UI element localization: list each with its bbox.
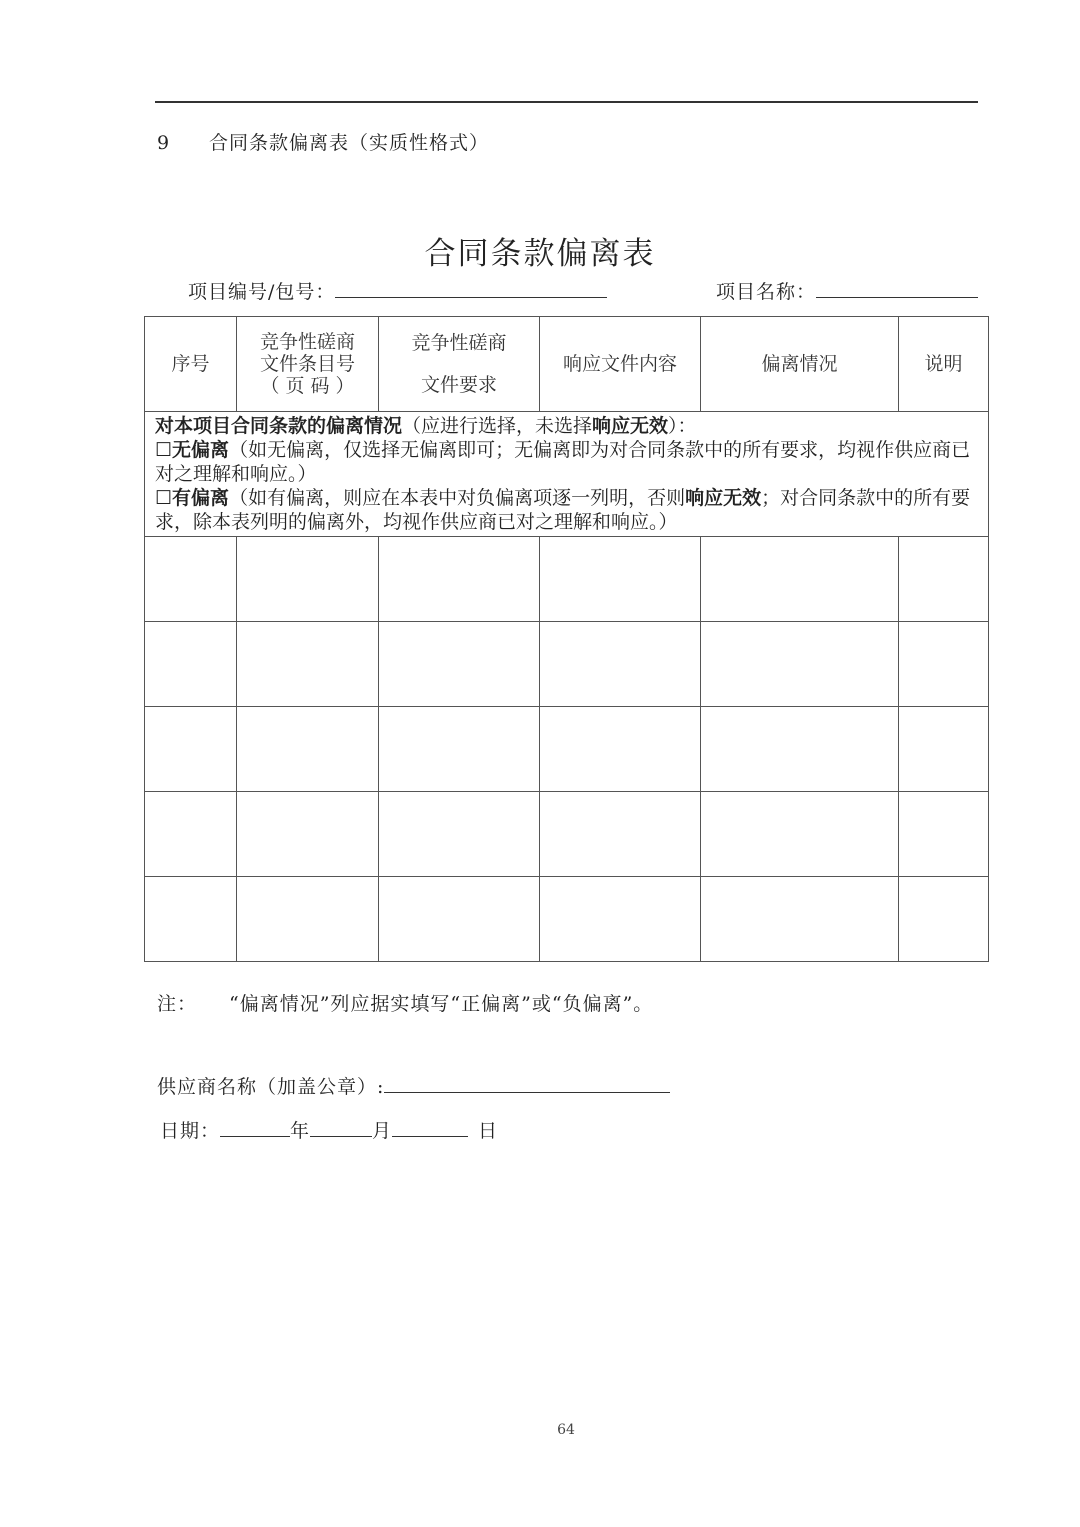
- document-title: 合同条款偏离表: [424, 236, 656, 272]
- date-month-blank[interactable]: [310, 1136, 372, 1137]
- cell-response[interactable]: [540, 707, 701, 792]
- cell-remark[interactable]: [899, 877, 989, 962]
- date-year-blank[interactable]: [220, 1136, 290, 1137]
- note-label: 注：: [157, 993, 198, 1015]
- cell-requirement[interactable]: [379, 537, 540, 622]
- cell-requirement[interactable]: [379, 622, 540, 707]
- cell-remark[interactable]: [899, 707, 989, 792]
- cell-seq[interactable]: [145, 622, 237, 707]
- table-row: [145, 792, 989, 877]
- cell-response[interactable]: [540, 792, 701, 877]
- cell-requirement[interactable]: [379, 877, 540, 962]
- header-clause-line3: （ 页 码 ）: [260, 375, 355, 397]
- cell-requirement[interactable]: [379, 707, 540, 792]
- notice-lead-end: ）：: [668, 415, 697, 437]
- table-row: [145, 622, 989, 707]
- header-clause-no: [237, 317, 379, 412]
- project-number-label: 项目编号/包号：: [188, 281, 336, 303]
- project-number-blank[interactable]: [335, 297, 607, 298]
- header-req-line1: 竞争性磋商: [411, 332, 507, 354]
- no-deviation-label: 无偏离: [172, 439, 230, 461]
- header-clause-line2: 文件条目号: [259, 353, 355, 375]
- cell-clause-no[interactable]: [237, 537, 379, 622]
- date-label: 日期：: [160, 1120, 221, 1142]
- date-year: 年: [290, 1120, 311, 1142]
- section-heading: [157, 128, 489, 155]
- notice-lead-invalid: 响应无效: [592, 415, 669, 437]
- footnote: [157, 989, 653, 1016]
- project-name-field: [716, 277, 978, 304]
- no-deviation-checkbox[interactable]: ☐: [155, 439, 173, 461]
- cell-remark[interactable]: [899, 792, 989, 877]
- cell-response[interactable]: [540, 537, 701, 622]
- supplier-field: [157, 1072, 670, 1099]
- date-day-blank[interactable]: [392, 1136, 468, 1137]
- project-name-label: 项目名称：: [716, 281, 817, 303]
- cell-clause-no[interactable]: [237, 792, 379, 877]
- option-no-deviation: [155, 438, 980, 486]
- table-row: [145, 537, 989, 622]
- table-header-row: [145, 317, 989, 412]
- has-deviation-invalid: 响应无效: [685, 487, 762, 509]
- date-field: [160, 1116, 498, 1143]
- cell-deviation[interactable]: [701, 877, 899, 962]
- cell-remark[interactable]: [899, 537, 989, 622]
- notice-row: [145, 412, 989, 537]
- cell-deviation[interactable]: [701, 622, 899, 707]
- supplier-label: 供应商名称（加盖公章）:: [157, 1076, 385, 1098]
- cell-seq[interactable]: [145, 707, 237, 792]
- header-requirement: [379, 317, 540, 412]
- notice-lead-bold: 对本项目合同条款的偏离情况: [155, 415, 403, 437]
- cell-response[interactable]: [540, 877, 701, 962]
- cell-seq[interactable]: [145, 537, 237, 622]
- header-req-line2: 文件要求: [420, 374, 497, 396]
- cell-deviation[interactable]: [701, 707, 899, 792]
- has-deviation-label: 有偏离: [172, 487, 230, 509]
- header-response: 响应文件内容: [540, 317, 701, 412]
- header-rule: [155, 101, 978, 103]
- cell-deviation[interactable]: [701, 792, 899, 877]
- cell-clause-no[interactable]: [237, 877, 379, 962]
- section-number: 9: [157, 132, 171, 154]
- header-seq: 序号: [145, 317, 237, 412]
- cell-remark[interactable]: [899, 622, 989, 707]
- project-name-blank[interactable]: [816, 297, 978, 298]
- cell-clause-no[interactable]: [237, 622, 379, 707]
- date-day: 日: [478, 1120, 499, 1142]
- supplier-blank[interactable]: [384, 1092, 670, 1093]
- cell-requirement[interactable]: [379, 792, 540, 877]
- notice-cell: [145, 412, 989, 537]
- no-deviation-text: （如无偏离，仅选择无偏离即可；无偏离即为对合同条款中的所有要求，均视作供应商已对之理解和响应。）: [155, 439, 971, 485]
- deviation-table: [144, 316, 989, 962]
- section-title: 合同条款偏离表（实质性格式）: [209, 132, 490, 154]
- cell-seq[interactable]: [145, 792, 237, 877]
- cell-clause-no[interactable]: [237, 707, 379, 792]
- option-has-deviation: [155, 486, 980, 534]
- table-row: [145, 707, 989, 792]
- has-deviation-checkbox[interactable]: ☐: [155, 487, 173, 509]
- notice-lead-rest: （应进行选择，未选择: [402, 415, 593, 437]
- notice-lead: [155, 414, 980, 438]
- header-remark: 说明: [899, 317, 989, 412]
- header-clause-line1: 竞争性磋商: [259, 331, 355, 353]
- has-deviation-text1: （如有偏离，则应在本表中对负偏离项逐一列明，否则: [229, 487, 686, 509]
- date-month: 月: [372, 1120, 393, 1142]
- cell-deviation[interactable]: [701, 537, 899, 622]
- has-deviation-text2: ；对合同条款中的所有要求，除本表列明的偏离外，均视作供应商已对之理解和响应。）: [155, 487, 971, 533]
- note-text: “偏离情况”列应据实填写“正偏离”或“负偏离”。: [229, 993, 654, 1015]
- header-deviation: 偏离情况: [701, 317, 899, 412]
- cell-seq[interactable]: [145, 877, 237, 962]
- project-number-field: [188, 277, 607, 304]
- cell-response[interactable]: [540, 622, 701, 707]
- page-number: 64: [557, 1422, 575, 1438]
- table-row: [145, 877, 989, 962]
